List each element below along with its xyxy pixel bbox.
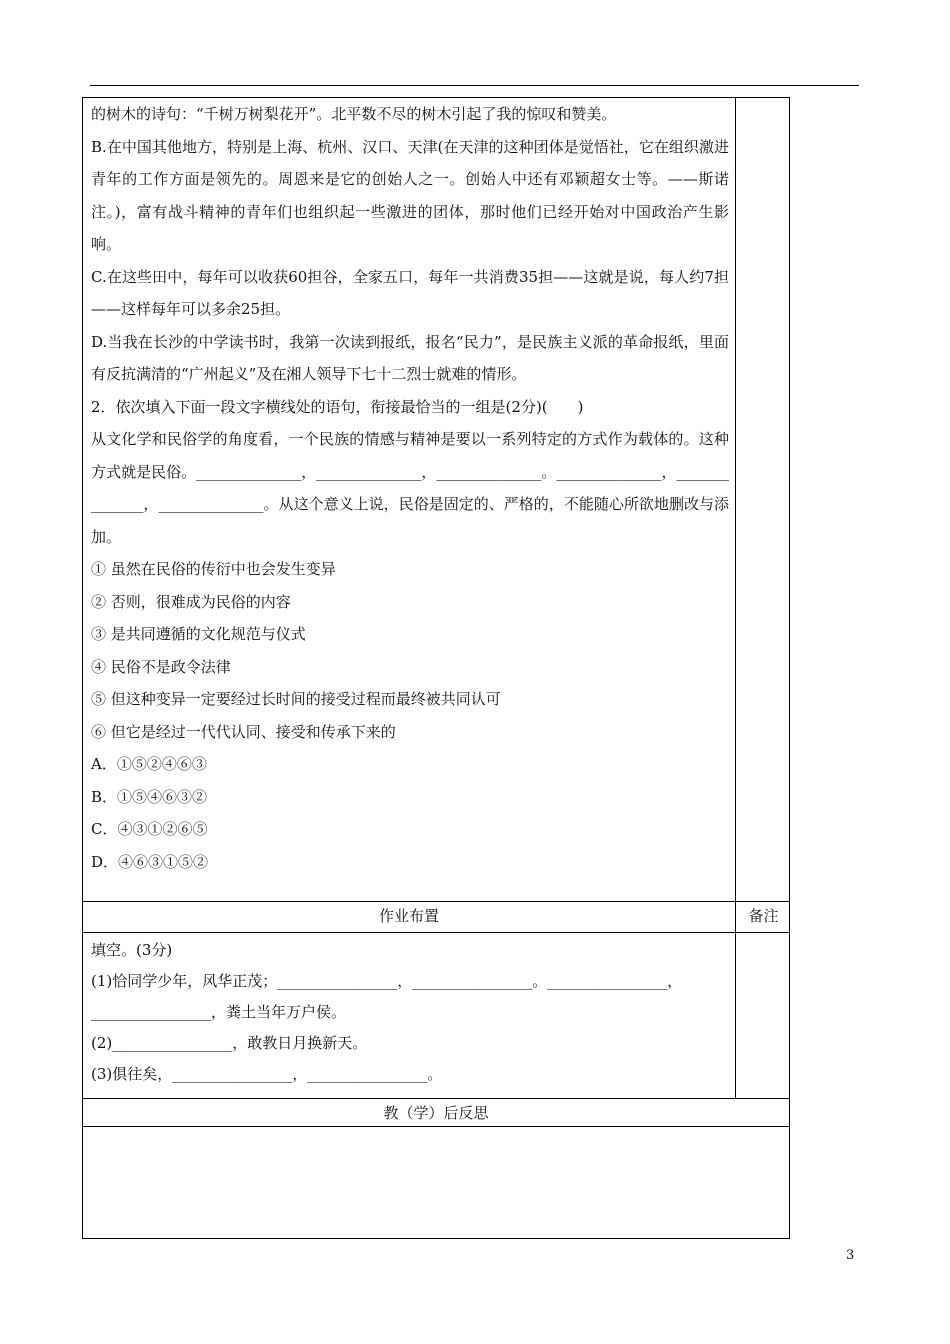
homework-title: 作业布置 (378, 907, 439, 925)
homework-item-1: (1)恰同学少年，风华正茂；________________，________________。________________， (91, 972, 683, 990)
sentence-1: ① 虽然在民俗的传衍中也会发生变异 (91, 560, 336, 578)
option-d: D.当我在长沙的中学读书时，我第一次读到报纸，报名“民力”，是民族主义派的革命报纸，里面有反抗满清的“广州起义”及在湘人领导下七十二烈士就难的情形。 (91, 332, 729, 383)
question-2-stem: 2．依次填入下面一段文字横线处的语句，衔接最恰当的一组是(2分)( ) (91, 397, 584, 416)
notes-label: 备注 (748, 907, 779, 925)
option-c: C.在这些田中，每年可以收获60担谷，全家五口，每年一共消费35担——这就是说，每人约7担——这样每年可以多余25担。 (91, 267, 729, 318)
question-2-passage: 从文化学和民俗学的角度看，一个民族的情感与精神是要以一系列特定的方式作为载体的。这种方式就是民俗。______________，______________，______________。______________，______________，______________。从这个意义上说，民俗是固定的、严格的，不能随心所欲地删改与添加。 (91, 430, 729, 546)
homework-instruction: 填空。(3分) (91, 941, 173, 959)
page-number: 3 (846, 1248, 855, 1263)
sentence-6: ⑥ 但它是经过一代代认同、接受和传承下来的 (91, 722, 396, 741)
reflection-title: 教（学）后反思 (383, 1104, 489, 1122)
question-content (91, 98, 729, 878)
notes-column-divider (735, 98, 736, 1098)
header-rule (90, 85, 859, 86)
choice-a: A．①⑤②④⑥③ (91, 755, 207, 773)
option-b: B.在中国其他地方，特别是上海、杭州、汉口、天津(在天津的这种团体是觉悟社，它在组织激进青年的工作方面是领先的。周恩来是它的创始人之一。创始人中还有邓颖超女士等。——斯诺注。)，富有战斗精神的青年们也组织起一些激进的团体，那时他们已经开始对中国政治产生影响。 (91, 137, 729, 253)
choice-c: C．④③①②⑥⑤ (91, 820, 208, 838)
homework-item-1-cont: ________________，粪土当年万户侯。 (91, 1003, 347, 1021)
homework-item-3: (3)俱往矣，________________，________________。 (91, 1065, 443, 1083)
text-line: 的树木的诗句：“千树万树梨花开”。北平数不尽的树木引起了我的惊叹和赞美。 (91, 105, 617, 123)
sentence-4: ④ 民俗不是政令法律 (91, 657, 231, 676)
lesson-plan-table (82, 97, 790, 1239)
sentence-5: ⑤ 但这种变异一定要经过长时间的接受过程而最终被共同认可 (91, 690, 501, 708)
choice-b: B．①⑤④⑥③② (91, 787, 208, 806)
reflection-area (83, 1127, 789, 1238)
sentence-2: ② 否则，很难成为民俗的内容 (91, 592, 291, 611)
row-divider (83, 932, 789, 933)
homework-item-2: (2)________________，敢教日月换新天。 (91, 1034, 368, 1052)
homework-content (91, 935, 731, 1090)
sentence-3: ③ 是共同遵循的文化规范与仪式 (91, 625, 306, 643)
choice-d: D．④⑥③①⑤② (91, 852, 209, 871)
